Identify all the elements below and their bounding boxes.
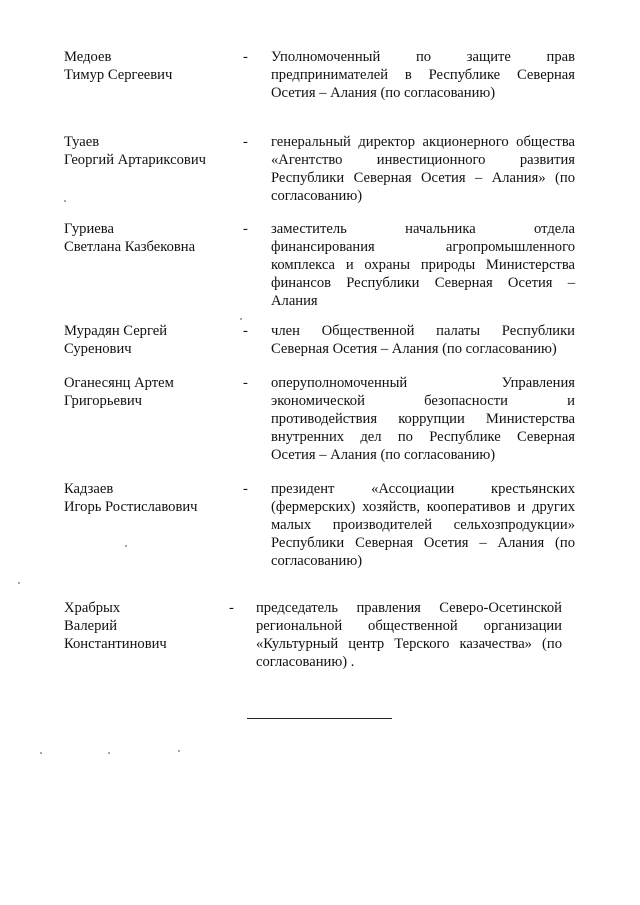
separator-dash: - bbox=[243, 375, 248, 391]
role-line: Осетия – Алания (по согласованию) bbox=[271, 447, 496, 463]
role-line: согласованию) . bbox=[256, 654, 355, 670]
role-line: региональной общественной организации bbox=[256, 618, 562, 634]
member-role bbox=[271, 322, 575, 358]
role-line: внутренних дел по Республике Северная bbox=[271, 429, 575, 445]
member-role bbox=[271, 374, 575, 464]
role-line: экономической безопасности и bbox=[271, 393, 575, 409]
scan-speck bbox=[64, 200, 66, 202]
role-line: Осетия – Алания (по согласованию) bbox=[271, 85, 496, 101]
member-role bbox=[271, 480, 575, 570]
member-name bbox=[64, 480, 234, 516]
member-name bbox=[64, 374, 234, 410]
name-line: Медоев bbox=[64, 49, 112, 65]
role-line: член Общественной палаты Республики bbox=[271, 323, 575, 339]
name-line: Храбрых bbox=[64, 600, 121, 616]
role-line: оперуполномоченный Управления bbox=[271, 375, 575, 391]
role-line: заместитель начальника отдела bbox=[271, 221, 575, 237]
name-line: Гуриева bbox=[64, 221, 114, 237]
role-line: председатель правления Северо-Осетинской bbox=[256, 600, 562, 616]
member-role bbox=[271, 48, 575, 102]
role-line: Северная Осетия – Алания (по согласованию) bbox=[271, 341, 557, 357]
name-line: Кадзаев bbox=[64, 481, 114, 497]
name-line: Суренович bbox=[64, 341, 132, 357]
name-line: Игорь Ростиславович bbox=[64, 499, 198, 515]
role-line: предпринимателей в Республике Северная bbox=[271, 67, 575, 83]
scan-speck bbox=[40, 752, 42, 754]
separator-dash: - bbox=[243, 323, 248, 339]
name-line: Туаев bbox=[64, 134, 100, 150]
role-line: президент «Ассоциации крестьянских bbox=[271, 481, 575, 497]
scan-speck bbox=[178, 750, 180, 752]
name-line: Григорьевич bbox=[64, 393, 143, 409]
separator-dash: - bbox=[243, 134, 248, 150]
separator-dash: - bbox=[243, 49, 248, 65]
member-role bbox=[271, 220, 575, 310]
role-line: согласованию) bbox=[271, 553, 363, 569]
role-line: Республики Северная Осетия – Алания (по bbox=[271, 535, 575, 551]
member-name bbox=[64, 133, 234, 169]
role-line: Уполномоченный по защите прав bbox=[271, 49, 575, 65]
role-line: противодействия коррупции Министерства bbox=[271, 411, 575, 427]
scan-speck bbox=[240, 318, 242, 320]
name-line: Константинович bbox=[64, 636, 167, 652]
role-line: «Агентство инвестиционного развития bbox=[271, 152, 575, 168]
role-line: комплекса и охраны природы Министерства bbox=[271, 257, 575, 273]
member-role bbox=[256, 599, 562, 671]
role-line: Республики Северная Осетия – Алания» (по bbox=[271, 170, 575, 186]
separator-dash: - bbox=[229, 600, 234, 616]
member-name bbox=[64, 48, 234, 84]
member-name bbox=[64, 599, 234, 653]
name-line: Георгий Артариксович bbox=[64, 152, 206, 168]
member-name bbox=[64, 220, 234, 256]
name-line: Светлана Казбековна bbox=[64, 239, 196, 255]
role-line: Алания bbox=[271, 293, 318, 309]
role-line: согласованию) bbox=[271, 188, 363, 204]
member-name bbox=[64, 322, 234, 358]
closing-rule bbox=[247, 718, 392, 719]
separator-dash: - bbox=[243, 221, 248, 237]
scan-speck bbox=[125, 545, 127, 547]
role-line: финансирования агропромышленного bbox=[271, 239, 575, 255]
separator-dash: - bbox=[243, 481, 248, 497]
role-line: генеральный директор акционерного общества bbox=[271, 134, 575, 150]
role-line: (фермерских) хозяйств, кооперативов и других bbox=[271, 499, 575, 515]
role-line: «Культурный центр Терского казачества» (по bbox=[256, 636, 562, 652]
name-line: Мурадян Сергей bbox=[64, 323, 168, 339]
role-line: финансов Республики Северная Осетия – bbox=[271, 275, 575, 291]
scan-speck bbox=[108, 752, 110, 754]
role-line: малых производителей сельхозпродукции» bbox=[271, 517, 575, 533]
member-role bbox=[271, 133, 575, 205]
name-line: Тимур Сергеевич bbox=[64, 67, 173, 83]
name-line: Валерий bbox=[64, 618, 118, 634]
name-line: Оганесянц Артем bbox=[64, 375, 174, 391]
scan-speck bbox=[18, 582, 20, 584]
